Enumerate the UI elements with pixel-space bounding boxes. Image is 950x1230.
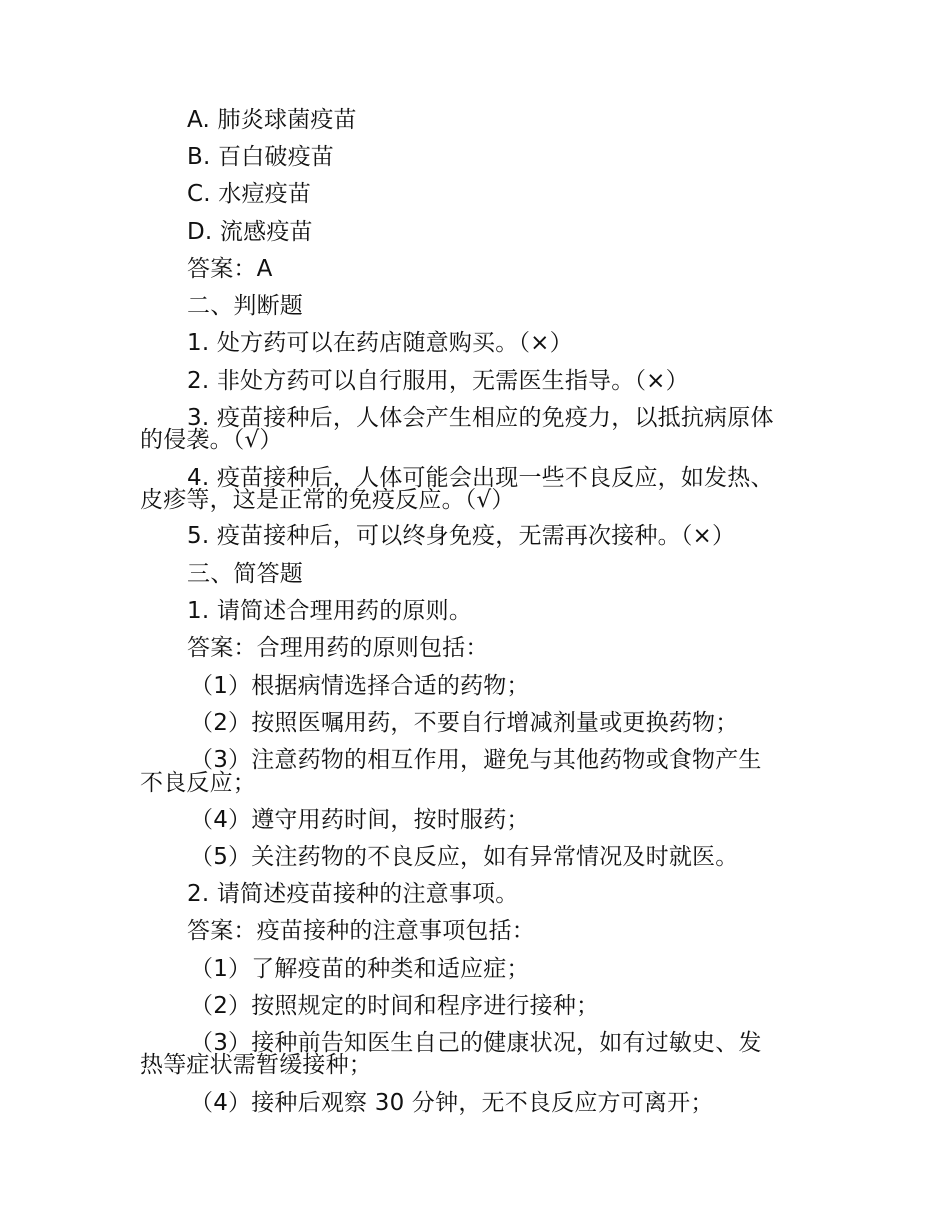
short-q1: 1. 请简述合理用药的原则。 (187, 598, 473, 624)
short-a2-item2: （2）按照规定的时间和程序进行接种； (190, 993, 600, 1019)
judge-q1: 1. 处方药可以在药店随意购买。（×） (187, 330, 573, 356)
judge-q4-line1: 4. 疫苗接种后，人体可能会出现一些不良反应，如发热、 (187, 465, 774, 491)
option-a: A. 肺炎球菌疫苗 (187, 107, 357, 133)
judge-heading: 二、判断题 (187, 293, 303, 319)
short-a1-intro: 答案：合理用药的原则包括： (187, 635, 489, 661)
short-a1-item4: （4）遵守用药时间，按时服药； (190, 807, 530, 833)
short-q2: 2. 请简述疫苗接种的注意事项。 (187, 881, 519, 907)
short-a1-item5: （5）关注药物的不良反应，如有异常情况及时就医。 (190, 844, 739, 870)
judge-q4-line2: 皮疹等，这是正常的免疫反应。（√） (140, 487, 515, 513)
short-a2-intro: 答案：疫苗接种的注意事项包括： (187, 918, 535, 944)
short-a2-item3-line2: 热等症状需暂缓接种； (140, 1052, 372, 1078)
short-a1-item3-line1: （3）注意药物的相互作用，避免与其他药物或食物产生 (190, 747, 762, 773)
short-heading: 三、简答题 (187, 561, 303, 587)
short-a2-item4: （4）接种后观察 30 分钟，无不良反应方可离开； (190, 1090, 714, 1116)
short-a1-item3-line2: 不良反应； (140, 770, 256, 796)
short-a1-item2: （2）按照医嘱用药，不要自行增减剂量或更换药物； (190, 710, 739, 736)
judge-q3-line2: 的侵袭。（√） (140, 427, 283, 453)
short-a2-item3-line1: （3）接种前告知医生自己的健康状况，如有过敏史、发 (190, 1030, 762, 1056)
option-b: B. 百白破疫苗 (187, 144, 335, 170)
answer: 答案：A (187, 256, 273, 282)
option-c: C. 水痘疫苗 (187, 181, 312, 207)
short-a2-item1: （1）了解疫苗的种类和适应症； (190, 956, 530, 982)
judge-q5: 5. 疫苗接种后，可以终身免疫，无需再次接种。（×） (187, 523, 736, 549)
option-d: D. 流感疫苗 (187, 219, 313, 245)
judge-q2: 2. 非处方药可以自行服用，无需医生指导。（×） (187, 368, 689, 394)
short-a1-item1: （1）根据病情选择合适的药物； (190, 673, 530, 699)
judge-q3-line1: 3. 疫苗接种后，人体会产生相应的免疫力，以抵抗病原体 (187, 405, 774, 431)
